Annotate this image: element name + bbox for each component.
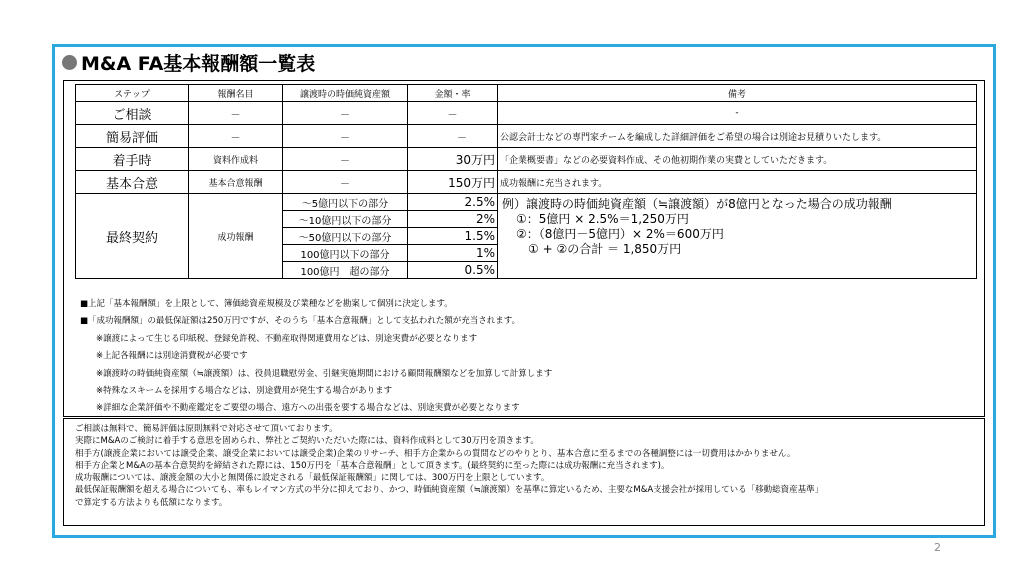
- footer-line: 最低保証報酬額を超える場合についても、率もレイマン方式の半分に抑えており、かつ、時価純資産額（≒譲渡額）を基準に算定いるため、主要なM&A支援会社が採用している「移動総資産基準」: [75, 485, 824, 496]
- example-line: ②：（8億円－5億円）× 2%＝600万円: [516, 227, 724, 241]
- tier-asset-cell: 100億円 超の部分: [283, 262, 408, 279]
- note-line: ■「成功報酬額」の最低保証額は250万円ですが、そのうち「基本合意報酬」として支払われた額が充当されます。: [80, 316, 521, 327]
- header-notes: 備考: [498, 85, 977, 102]
- amount-cell: －: [408, 102, 498, 125]
- footer-line: 成功報酬については、譲渡金額の大小と無関係に設定される「最低保証報酬額」に関しては、300万円を上限としています。: [75, 473, 550, 484]
- table-row: [76, 148, 977, 171]
- note-line: ※詳細な企業評価や不動産鑑定をご要望の場合、遠方への出張を要する場合などは、別途実費が必要となります: [96, 403, 520, 414]
- tier-rate-cell: 2%: [408, 211, 498, 228]
- tier-rate-cell: 0.5%: [408, 262, 498, 279]
- tier-asset-cell: ～5億円以下の部分: [283, 194, 408, 211]
- name-cell: －: [189, 125, 283, 148]
- name-cell: 基本合意報酬: [189, 171, 283, 194]
- page-title-text: M&A FA基本報酬額一覧表: [81, 52, 316, 75]
- amount-cell: 150万円: [408, 171, 498, 194]
- footer-explanation-box: [63, 418, 985, 526]
- note-cell: 「企業概要書」などの必要資料作成、その他初期作業の実費としていただきます。: [498, 148, 977, 171]
- asset-cell: －: [283, 125, 408, 148]
- note-line: ※譲渡時の時価純資産額（≒譲渡額）は、役員退職慰労金、引継実施期間における顧問報酬額などを加算して計算します: [96, 368, 553, 379]
- step-cell: 基本合意: [76, 171, 189, 194]
- page-number: 2: [934, 541, 941, 554]
- table-header-row: [76, 85, 977, 102]
- example-line: 例）譲渡時の時価純資産額（≒譲渡額）が8億円となった場合の成功報酬: [502, 197, 892, 211]
- example-line: ①：5億円 × 2.5%＝1,250万円: [516, 212, 689, 226]
- header-name: 報酬名目: [189, 85, 283, 102]
- note-line: ※譲渡によって生じる印紙税、登録免許税、不動産取得関連費用などは、別途実費が必要となります: [96, 333, 478, 344]
- footer-line: ご相談は無料で、簡易評価は原則無料で対応させて頂いております。: [75, 424, 338, 434]
- note-cell: -: [498, 102, 977, 125]
- asset-cell: －: [283, 148, 408, 171]
- tier-asset-cell: ～50億円以下の部分: [283, 228, 408, 245]
- header-asset: 譲渡時の時価純資産額: [283, 85, 408, 102]
- asset-cell: －: [283, 102, 408, 125]
- name-cell: －: [189, 102, 283, 125]
- table-row: [76, 171, 977, 194]
- example-cell: [498, 194, 977, 279]
- footer-line: 相手方(譲渡企業においては譲受企業、譲受企業においては譲受企業)企業のリサーチ、相手方企業からの質問などのやりとり、基本合意に至るまでの各種調整には一切費用はかかりません。: [75, 448, 796, 459]
- fee-table: [75, 84, 977, 279]
- footer-line: 実際にM&Aのご検討に着手する意思を固められ、弊社とご契約いただいた際には、資料作成料として30万円を頂きます。: [75, 436, 539, 447]
- footer-line: 相手方企業とM&Aの基本合意契約を締結された際には、150万円を「基本合意報酬」として頂きます。(最終契約に至った際には成功報酬に充当されます)。: [75, 460, 670, 471]
- name-cell: 資料作成料: [189, 148, 283, 171]
- table-row: [76, 125, 977, 148]
- tier-rate-cell: 1%: [408, 245, 498, 262]
- tier-rate-cell: 2.5%: [408, 194, 498, 211]
- amount-cell: －: [408, 125, 498, 148]
- amount-cell: 30万円: [408, 148, 498, 171]
- page-title: [62, 49, 315, 75]
- tier-rate-cell: 1.5%: [408, 228, 498, 245]
- note-cell: 成功報酬に充当されます。: [498, 171, 977, 194]
- bullet-dot-icon: [62, 55, 77, 70]
- asset-cell: －: [283, 171, 408, 194]
- table-row-final: [76, 194, 977, 211]
- note-line: ※特殊なスキームを採用する場合などは、別途費用が発生する場合があります: [96, 386, 393, 397]
- notes-list: [80, 296, 552, 418]
- note-cell: 公認会計士などの専門家チームを編成した詳細評価をご希望の場合は別途お見積りいたします。: [498, 125, 977, 148]
- header-step: ステップ: [76, 85, 189, 102]
- step-cell: 着手時: [76, 148, 189, 171]
- tier-asset-cell: 100億円以下の部分: [283, 245, 408, 262]
- step-cell: ご相談: [76, 102, 189, 125]
- note-line: ■上記「基本報酬額」を上限として、簿価総資産規模及び業種などを勘案して個別に決定します。: [80, 299, 453, 309]
- note-line: ※上記各報酬には別途消費税が必要です: [96, 351, 248, 362]
- header-amount: 金額・率: [408, 85, 498, 102]
- footer-line: で算定する方法よりも低額になります。: [75, 497, 228, 508]
- table-row: [76, 102, 977, 125]
- step-cell: 最終契約: [76, 194, 189, 279]
- name-cell: 成功報酬: [189, 194, 283, 279]
- example-line: ① + ②の合計 ＝ 1,850万円: [528, 242, 682, 256]
- step-cell: 簡易評価: [76, 125, 189, 148]
- tier-asset-cell: ～10億円以下の部分: [283, 211, 408, 228]
